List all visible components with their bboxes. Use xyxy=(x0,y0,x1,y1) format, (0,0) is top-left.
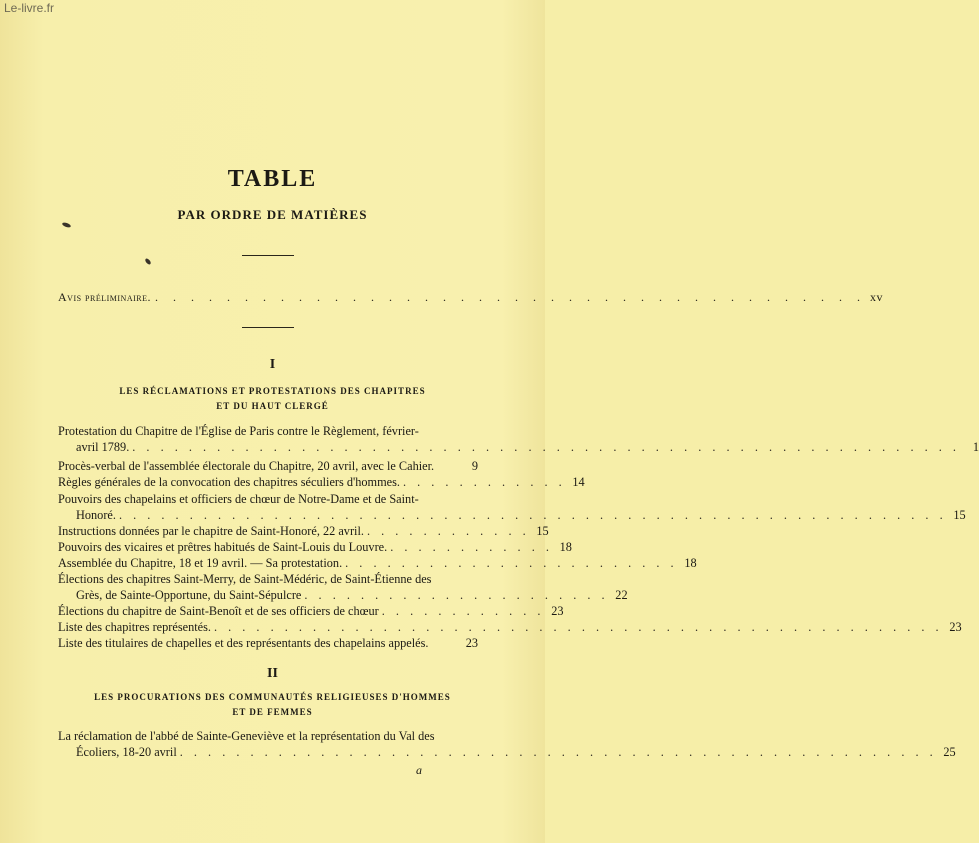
toc-entry xyxy=(58,728,956,760)
entry-text: Élections des chapitres Saint-Merry, de Saint-Médéric, de Saint-Étienne des xyxy=(58,572,432,586)
leader-dots: . . . . . . . . . . . . xyxy=(390,540,553,554)
watermark: Le-livre.fr xyxy=(4,1,55,15)
toc-entry xyxy=(58,523,549,539)
entry-page: 23 xyxy=(465,636,478,650)
toc-entry xyxy=(58,474,585,490)
entry-page: 1 xyxy=(972,440,979,454)
section-heading xyxy=(0,384,545,414)
toc-entry xyxy=(58,423,979,455)
entry-page: 18 xyxy=(684,556,697,570)
leader-dots: . . . . . . . . . . . . . . . . . . . . . . . . . . . . . . . . . . . . . . . . xyxy=(155,290,866,304)
toc-entry xyxy=(58,491,966,523)
entry-text: Pouvoirs des chapelains et officiers de chœur de Notre-Dame et de Saint- xyxy=(58,492,419,506)
entry-text: Protestation du Chapitre de l'Église de Paris contre le Règlement, février- xyxy=(58,424,419,438)
section-numeral: II xyxy=(267,666,278,681)
entry-text: Procès-verbal de l'assemblée électorale du Chapitre, 20 avril, avec le Cahier. xyxy=(58,459,435,473)
entry-page: 23 xyxy=(551,604,564,618)
toc-entry xyxy=(58,603,564,619)
toc-entry xyxy=(58,458,478,474)
page-title: TABLE xyxy=(227,166,318,192)
entry-page: 18 xyxy=(559,540,572,554)
toc-entry xyxy=(58,619,962,635)
entry-page: 15 xyxy=(536,524,549,538)
divider xyxy=(242,255,294,256)
entry-page: 15 xyxy=(953,508,966,522)
entry-page: 25 xyxy=(943,745,956,759)
leader-dots: . . . . . . . . . . . . xyxy=(381,604,545,618)
toc-entry xyxy=(58,635,478,651)
leader-dots: . . . . . . . . . . . . . . . . . . . . . . . . . . . . . . . . . . . . . . . . . . . . . . . . . . . . xyxy=(213,620,943,634)
leader-dots: . . . . . . . . . . . . . . . . . . . . . . . . . . . . . . . . . . . . . . . . . . . . . . . . . . . . . . . . . . . xyxy=(132,440,960,454)
preface-entry xyxy=(58,290,883,305)
leader-dots: . . . . . . . . . . . . . . . . . . . . . . . . xyxy=(345,556,678,570)
entry-text: La réclamation de l'abbé de Sainte-Geneviève et la représentation du Val des xyxy=(58,729,435,743)
entry-page: 22 xyxy=(615,588,628,602)
section-heading xyxy=(0,690,545,720)
entry-text: Élections du chapitre de Saint-Benoît et de ses officiers de chœur xyxy=(58,604,379,618)
entry-text: Liste des titulaires de chapelles et des représentants des chapelains appelés. xyxy=(58,636,429,650)
section-heading-line: ET DE FEMMES xyxy=(232,707,313,717)
section-numeral: I xyxy=(269,357,276,372)
ink-speck xyxy=(144,258,152,266)
entry-text: Pouvoirs des vicaires et prêtres habitués de Saint-Louis du Louvre. xyxy=(58,540,388,554)
section-heading-line: LES RÉCLAMATIONS ET PROTESTATIONS DES CHAPITRES xyxy=(119,386,426,396)
leader-dots: . . . . . . . . . . . . xyxy=(402,475,566,489)
leader-dots: . . . . . . . . . . . . . . . . . . . . . . . . . . . . . . . . . . . . . . . . . . . . . . . . . . . . . . xyxy=(179,745,937,759)
entry-label: Avis préliminaire. xyxy=(58,290,151,304)
entry-text: Grès, de Sainte-Opportune, du Saint-Sépulcre xyxy=(76,588,302,602)
entry-text: Règles générales de la convocation des chapitres séculiers d'hommes. xyxy=(58,475,400,489)
entry-text: Écoliers, 18-20 avril xyxy=(76,745,177,759)
leader-dots: . . . . . . . . . . . . xyxy=(366,524,530,538)
entry-text: Instructions données par le chapitre de Saint-Honoré, 22 avril. xyxy=(58,524,364,538)
leader-dots: . . . . . . . . . . . . . . . . . . . . . . . . . . . . . . . . . . . . . . . . . . . . . . . . . . . . . . . . . . . xyxy=(118,508,947,522)
entry-text: Honoré. xyxy=(76,508,116,522)
entry-page: 9 xyxy=(471,459,478,473)
signature-mark: a xyxy=(416,763,422,777)
toc-entry xyxy=(58,555,697,571)
section-heading-line: ET DU HAUT CLERGÉ xyxy=(216,401,329,411)
page-subtitle: PAR ORDRE DE MATIÈRES xyxy=(177,207,368,222)
divider xyxy=(242,327,294,328)
leader-dots: . . . . . . . . . . . . . . . . . . . . . . xyxy=(304,588,609,602)
entry-text: avril 1789. xyxy=(76,440,130,454)
entry-page: 14 xyxy=(572,475,585,489)
entry-text: Assemblée du Chapitre, 18 et 19 avril. — Sa protestation. xyxy=(58,556,343,570)
entry-text: Liste des chapitres représentés. xyxy=(58,620,211,634)
toc-entry xyxy=(58,571,628,603)
toc-entry xyxy=(58,539,572,555)
section-heading-line: LES PROCURATIONS DES COMMUNAUTÉS RELIGIEUSES D'HOMMES xyxy=(94,692,451,702)
entry-page: 23 xyxy=(949,620,962,634)
entry-page: xv xyxy=(870,290,883,304)
